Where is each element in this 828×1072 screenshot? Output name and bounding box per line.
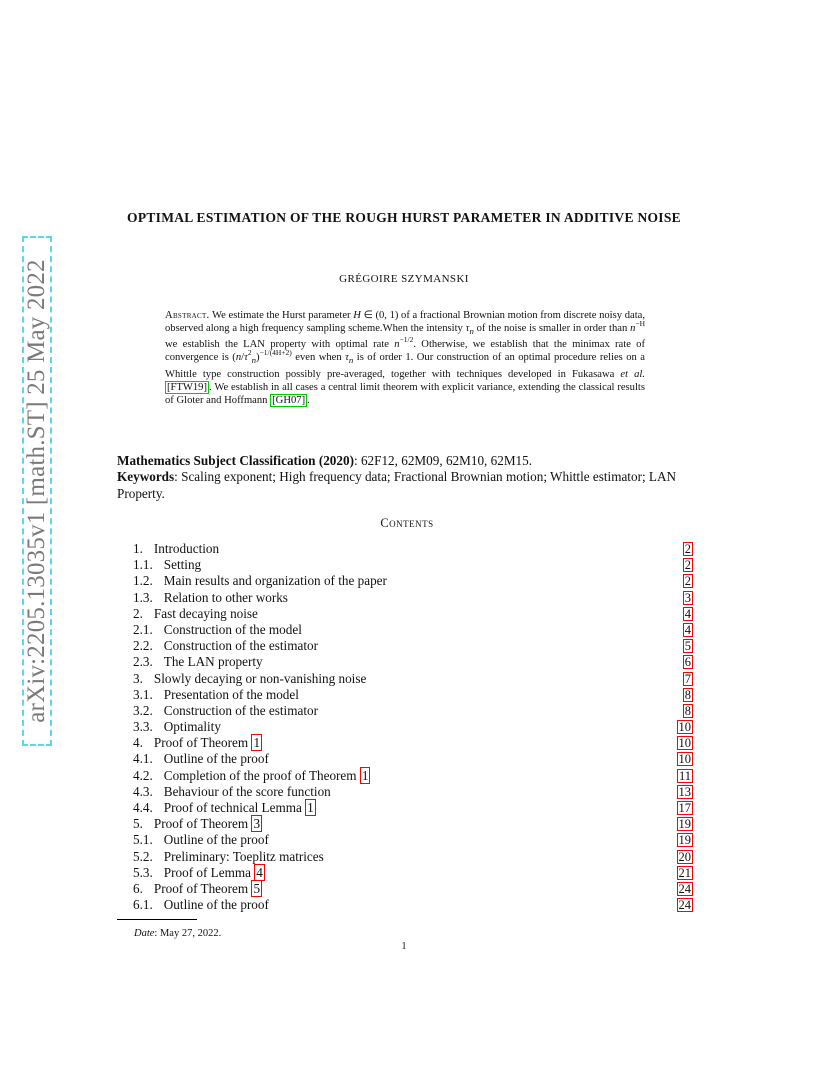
lemma-ref-link[interactable]: 4 — [256, 864, 263, 880]
page-number: 1 — [401, 941, 407, 952]
toc-entry: 5.3. Proof of Lemma 4 21 — [133, 864, 691, 880]
toc-entry: 4.2. Completion of the proof of Theorem 1 11 — [133, 767, 691, 783]
theorem-ref-link[interactable]: 1 — [361, 767, 369, 783]
toc-page-link[interactable]: 19 — [678, 817, 691, 832]
abstract: Abstract. We estimate the Hurst parameter H ∈ (0, 1) of a fractional Brownian motion from discrete noisy data, observed along a high frequency sampling scheme.When the intensity $\tau_n$ of the noise is smaller in order than $n^{-H}$ we establish the LAN property with optimal rate $n^{-1/2}$. Otherwise, we establish that the minimax rate of convergence is $(n/\tau^2_n)^{-1/(4H+2)}$ even when $\tau_n$ is of order 1. Our construction of an optimal procedure relies on a Whittle type construction possibly pre-averaged, together with techniques developed in Fukasawa et al. [FTW19] . We establish in all cases a central limit theorem with explicit variance, extending the classical results of Gloter and Hoffmann [GH07] . — [165, 310, 646, 406]
theorem-ref-link[interactable]: 3 — [253, 816, 261, 832]
toc-entry: 2.1. Construction of the model 4 — [133, 621, 691, 637]
citation-link-gh07[interactable]: [GH07] — [272, 394, 306, 406]
toc-entry: 4.4. Proof of technical Lemma 1 17 — [133, 800, 691, 815]
author: GRÉGOIRE SZYMANSKI — [339, 273, 469, 285]
msc-value: : 62F12, 62M09, 62M10, 62M15. — [353, 453, 533, 468]
msc-line — [117, 452, 697, 469]
toc-entry: 1.2. Main results and organization of the paper 2 — [133, 573, 691, 589]
toc-page-link[interactable]: 4 — [684, 622, 691, 637]
toc-page-link[interactable]: 24 — [678, 898, 691, 913]
toc-page-link[interactable]: 13 — [678, 784, 691, 799]
theorem-ref-link[interactable]: 1 — [253, 735, 261, 751]
toc-entry: 3. Slowly decaying or non-vanishing noise 7 — [133, 670, 691, 686]
keywords-value: : Scaling exponent; High frequency data; Fractional Brownian motion; Whittle estimator; LAN Property. — [117, 469, 677, 501]
toc-page-link[interactable]: 19 — [678, 833, 691, 848]
footnote-date: Date: May 27, 2022. — [134, 928, 222, 939]
keywords-label: Keywords — [117, 469, 175, 484]
toc-page-link[interactable]: 24 — [678, 881, 691, 896]
arxiv-id[interactable]: arXiv:2205.13035v1 [math.ST] 25 May 2022 — [23, 259, 50, 723]
toc-entry: 1. Introduction 2 — [133, 541, 691, 556]
msc-label: Mathematics Subject Classification (2020) — [117, 453, 354, 468]
toc-page-link[interactable]: 5 — [684, 639, 691, 654]
toc-page-link[interactable]: 8 — [684, 687, 691, 702]
lemma-ref-link[interactable]: 1 — [307, 800, 314, 815]
citation-link-ftw19[interactable]: [FTW19] — [167, 381, 208, 393]
toc-page-link[interactable]: 10 — [678, 736, 691, 751]
toc-page-link[interactable]: 17 — [678, 801, 691, 815]
theorem-ref-link[interactable]: 5 — [253, 880, 261, 896]
toc-entry: 4. Proof of Theorem 1 10 — [133, 735, 691, 751]
toc-entry: 5.2. Preliminary: Toeplitz matrices 20 — [133, 848, 691, 864]
toc-entry: 6. Proof of Theorem 5 24 — [133, 880, 691, 896]
table-of-contents — [133, 541, 693, 913]
toc-entry: 3.3. Optimality 10 — [133, 719, 691, 735]
toc-page-link[interactable]: 10 — [678, 752, 691, 767]
toc-page-link[interactable]: 2 — [684, 542, 691, 556]
keywords-line — [117, 469, 697, 502]
toc-page-link[interactable]: 4 — [684, 606, 691, 621]
toc-entry: 5. Proof of Theorem 3 19 — [133, 816, 691, 832]
toc-page-link[interactable]: 8 — [684, 703, 691, 718]
toc-page-link[interactable]: 21 — [678, 865, 691, 880]
toc-entry: 6.1. Outline of the proof 24 — [133, 897, 691, 913]
paper-title: OPTIMAL ESTIMATION OF THE ROUGH HURST PARAMETER IN ADDITIVE NOISE — [127, 210, 681, 225]
toc-entry: 4.1. Outline of the proof 10 — [133, 751, 691, 767]
toc-page-link[interactable]: 7 — [684, 671, 691, 686]
toc-page-link[interactable]: 20 — [678, 849, 691, 864]
toc-entry: 4.3. Behaviour of the score function 13 — [133, 783, 691, 799]
toc-entry: 5.1. Outline of the proof 19 — [133, 832, 691, 848]
toc-page-link[interactable]: 2 — [684, 558, 691, 573]
toc-page-link[interactable]: 6 — [684, 655, 691, 670]
toc-page-link[interactable]: 3 — [684, 590, 691, 605]
abstract-label: Abstract. — [165, 310, 210, 321]
toc-page-link[interactable]: 10 — [678, 720, 691, 735]
toc-entry: 3.1. Presentation of the model 8 — [133, 686, 691, 702]
toc-page-link[interactable]: 11 — [678, 768, 691, 783]
contents-heading: Contents — [380, 516, 434, 530]
toc-entry: 2.2. Construction of the estimator 5 — [133, 638, 691, 654]
toc-entry: 1.3. Relation to other works 3 — [133, 589, 691, 605]
toc-entry: 3.2. Construction of the estimator 8 — [133, 702, 691, 718]
toc-entry: 1.1. Setting 2 — [133, 557, 691, 573]
toc-page-link[interactable]: 2 — [684, 574, 691, 589]
toc-entry: 2.3. The LAN property 6 — [133, 654, 691, 670]
footnote-rule — [117, 919, 197, 920]
toc-entry: 2. Fast decaying noise 4 — [133, 605, 691, 621]
